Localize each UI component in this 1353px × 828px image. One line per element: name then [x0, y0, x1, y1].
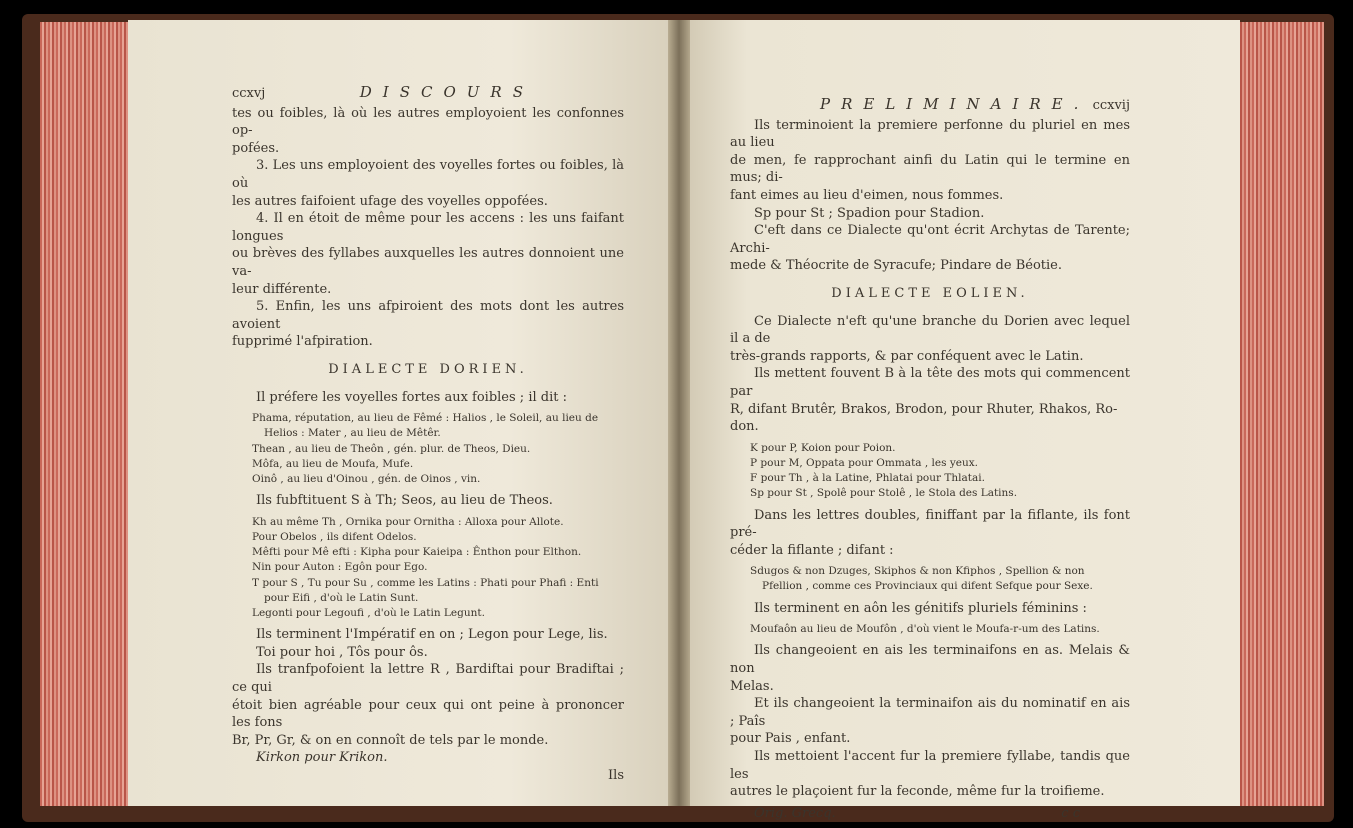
text-line: Ils mettent fouvent B à la tête des mots qui commencent par: [730, 366, 1130, 399]
signature-mark: c c: [1061, 805, 1080, 821]
example-line: Kh au même Th , Ornika pour Ornitha : Alloxa pour Allote.: [252, 515, 564, 528]
text-line: Melas.: [730, 678, 774, 694]
example-line: F pour Th , à la Latine, Phlatai pour Thlatai.: [750, 472, 985, 485]
example-line: Mêfti pour Mê efti : Kipha pour Kaieipa : Ênthon pour Elthon.: [252, 546, 582, 559]
right-page-edges: [1236, 22, 1324, 806]
text-line: C'eft dans ce Dialecte qu'ont écrit Archytas de Tarente; Archi-: [730, 223, 1130, 256]
text-line: fant eimes au lieu d'eimen, nous fommes.: [730, 187, 1004, 203]
text-line: les autres faifoient ufage des voyelles oppofées.: [232, 193, 548, 209]
text-line: Ils tranfpofoient la lettre R , Bardiftai pour Bradiftai ; ce qui: [232, 662, 624, 695]
example-line: T pour S , Tu pour Su , comme les Latins : Phati pour Phafi : Enti: [252, 576, 599, 589]
text-line: Et ils changeoient la terminaifon ais du nominatif en ais ; Paîs: [730, 696, 1130, 729]
book-gutter: [668, 20, 690, 806]
example-line: Helios : Mater , au lieu de Mêtêr.: [264, 427, 441, 440]
text-line: très-grands rapports, & par conféquent avec le Latin.: [730, 348, 1084, 364]
example-line: Môfa, au lieu de Moufa, Mufe.: [252, 457, 414, 470]
intro-line: Il préfere les voyelles fortes aux foibles ; il dit :: [256, 389, 567, 405]
text-line: étoit bien agréable pour ceux qui ont peine à prononcer les fons: [232, 697, 624, 731]
text-line: ou brèves des fyllabes auxquelles les autres donnoient une va-: [232, 246, 624, 279]
example-line: Sp pour St , Spolê pour Stolê , le Stola des Latins.: [750, 487, 1018, 500]
right-header: [730, 96, 1130, 115]
example-line: Oinô , au lieu d'Oinou , gén. de Oinos , vin.: [252, 472, 481, 485]
example-line: Legonti pour Legoufi , d'où le Latin Legunt.: [252, 606, 485, 619]
text-line: pour Pais , enfant.: [730, 731, 851, 747]
text-line: Br, Pr, Gr, & on en connoît de tels par le monde.: [232, 732, 549, 748]
left-running-title: DISCOURS: [359, 83, 534, 101]
left-header: [232, 84, 624, 103]
text-line: 5. Enfin, les uns afpiroient des mots dont les autres avoient: [232, 299, 624, 332]
text-line: Ils terminoient la premiere perfonne du pluriel en mes au lieu: [730, 117, 1130, 151]
example-line: Phama, réputation, au lieu de Fêmé : Halios , le Soleil, au lieu de: [252, 412, 599, 425]
text-line: Dans les lettres doubles, finiffant par la fiflante, ils font pré-: [730, 507, 1130, 541]
text-line: Kirkon pour Krikon.: [256, 750, 388, 766]
right-page-number: ccxvij: [1092, 98, 1130, 113]
right-running-title: PRELIMINAIRE.: [820, 95, 1090, 113]
left-page-text: [232, 84, 624, 784]
example-line: K pour P, Koion pour Poion.: [750, 441, 896, 454]
text-line: R, difant Brutêr, Brakos, Brodon, pour Rhuter, Rhakos, Ro-: [730, 401, 1118, 417]
text-line: de men, fe rapprochant ainfi du Latin qui le termine en mus; di-: [730, 152, 1130, 186]
text-line: 3. Les uns employoient des voyelles fortes ou foibles, là où: [232, 158, 624, 191]
text-line: Toi pour hoi , Tôs pour ôs.: [256, 644, 428, 660]
text-line: 4. Il en étoit de même pour les accens : les uns faifant longues: [232, 211, 624, 244]
left-page-number: ccxvj: [232, 86, 266, 101]
right-footer: [730, 805, 1130, 823]
text-line: tes ou foibles, là où les autres employoient les confonnes op-: [232, 105, 624, 139]
example-line: Nin pour Auton : Egôn pour Ego.: [252, 561, 428, 574]
example-line: Pfellion , comme ces Provinciaux qui difent Sefque pour Sexe.: [762, 580, 1093, 593]
text-line: pofées.: [232, 140, 280, 156]
example-line: Pour Obelos , ils difent Odelos.: [252, 530, 417, 543]
text-line: Ce Dialecte n'eft qu'une branche du Dorien avec lequel il a de: [730, 313, 1130, 347]
text-line: Ils fubftituent S à Th; Seos, au lieu de Theos.: [256, 493, 553, 509]
example-line: Thean , au lieu de Theôn , gén. plur. de Theos, Dieu.: [252, 442, 531, 455]
text-line: Sp pour St ; Spadion pour Stadion.: [754, 205, 985, 221]
example-line: pour Eifi , d'où le Latin Sunt.: [264, 591, 419, 604]
right-page-text: [730, 96, 1130, 822]
example-line: Moufaôn au lieu de Moufôn , d'où vient le Moufa-r-um des Latins.: [750, 623, 1100, 636]
text-line: Ils mettoient l'accent fur la premiere fyllabe, tandis que les: [730, 749, 1130, 782]
text-line: don.: [730, 419, 759, 435]
text-line: Ils changeoient en ais les terminaifons en as. Melais & non: [730, 643, 1130, 677]
catchword: Ils: [608, 767, 624, 783]
footer-note: Orig. Grecq.: [754, 805, 836, 821]
text-line: leur différente.: [232, 281, 332, 297]
section-title-eolien: DIALECTE EOLIEN.: [831, 285, 1029, 301]
text-line: Ils terminent l'Impératif en on ; Legon pour Lege, lis.: [256, 627, 608, 643]
text-line: mede & Théocrite de Syracufe; Pindare de Béotie.: [730, 258, 1062, 274]
text-line: fupprimé l'afpiration.: [232, 334, 373, 350]
left-page-edges: [40, 22, 128, 806]
section-title-dorien: DIALECTE DORIEN.: [328, 361, 528, 377]
example-line: Sdugos & non Dzuges, Skiphos & non Kfiphos , Spellion & non: [750, 565, 1085, 578]
text-line: céder la fiflante ; difant :: [730, 542, 894, 558]
text-line: Ils terminent en aôn les génitifs pluriels féminins :: [754, 600, 1087, 616]
text-line: autres le plaçoient fur la feconde, même fur la troifieme.: [730, 784, 1105, 800]
example-line: P pour M, Oppata pour Ommata , les yeux.: [750, 456, 979, 469]
